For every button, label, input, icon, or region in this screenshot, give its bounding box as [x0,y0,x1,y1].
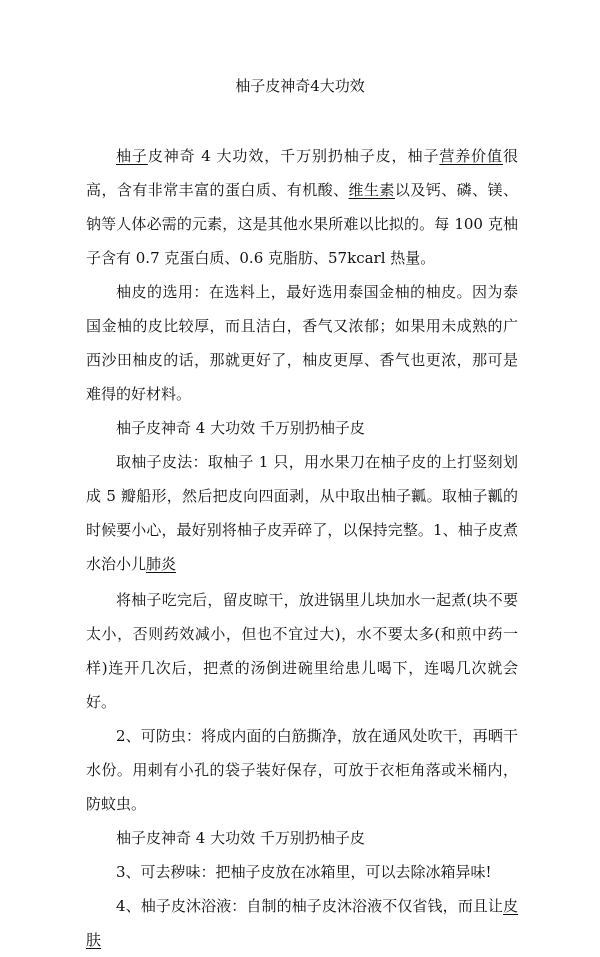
link-nutrition-value[interactable]: 营养价值 [439,147,503,165]
text-segment: 3、可去秽味：把柚子皮放在冰箱里，可以去除冰箱异味! [116,863,492,881]
text-segment: 2、可防虫：将成内面的白筋撕净，放在通风处吹干，再晒干水份。用刺有小孔的袋子装好保存，可放于衣柜角落或米桶内，防蚊虫。 [86,727,518,813]
paragraph-intro [86,139,518,275]
document-body [86,139,518,957]
paragraph-subheading [86,411,518,445]
link-skin[interactable]: 皮肤 [86,897,518,949]
paragraph-peel-selection [86,275,518,411]
text-segment: 皮神奇 4 大功效，千万别扔柚子皮，柚子 [147,147,440,165]
text-segment: 将柚子吃完后，留皮晾干，放进锅里儿块加水一起煮(块不要太小，否则药效减小，但也不宜过大)，水不要太多(和煎中药一样)连开几次后，把煮的汤倒进碗里给患儿喝下，连喝几次就会好。 [86,591,518,711]
paragraph-boil-peel [86,583,518,719]
text-segment: 柚皮的选用：在选料上，最好选用泰国金柚的柚皮。因为泰国金柚的皮比较厚，而且洁白，香气又浓郁；如果用未成熟的广西沙田柚皮的话，那就更好了，柚皮更厚、香气也更浓，那可是难得的好材料。 [86,283,518,403]
paragraph-body-wash [86,889,518,957]
document-title: 柚子皮神奇4大功效 [235,77,365,95]
text-segment: 很高，含有非常丰富的蛋白质、有机酸、 [86,147,518,199]
text-segment: 以及钙、磷、镁、钠等人体必需的元素，这是其他水果所难以比拟的。每 100 克柚子含有 0.7 克蛋白质、0.6 克脂肪、57kcarl 热量。 [86,181,518,267]
link-pneumonia[interactable]: 肺炎 [146,555,177,573]
text-segment: 柚子皮神奇 4 大功效 千万别扔柚子皮 [116,829,365,847]
text-segment: 取柚子皮法：取柚子 1 只，用水果刀在柚子皮的上打竖刻划成 5 瓣船形，然后把皮向四面剥，从中取出柚子瓤。取柚子瓤的时候要小心，最好别将柚子皮弄碎了，以保持完整。1、柚子皮煮水治小儿 [86,453,518,573]
paragraph-insect-repellent [86,719,518,821]
link-youzi[interactable]: 柚子 [116,147,148,165]
paragraph-peel-method [86,445,518,581]
text-segment: 柚子皮神奇 4 大功效 千万别扔柚子皮 [116,419,365,437]
paragraph-deodorize [86,855,518,889]
text-segment: 4、柚子皮沐浴液：自制的柚子皮沐浴液不仅省钱，而且让 [116,897,503,915]
link-vitamin[interactable]: 维生素 [348,181,395,199]
